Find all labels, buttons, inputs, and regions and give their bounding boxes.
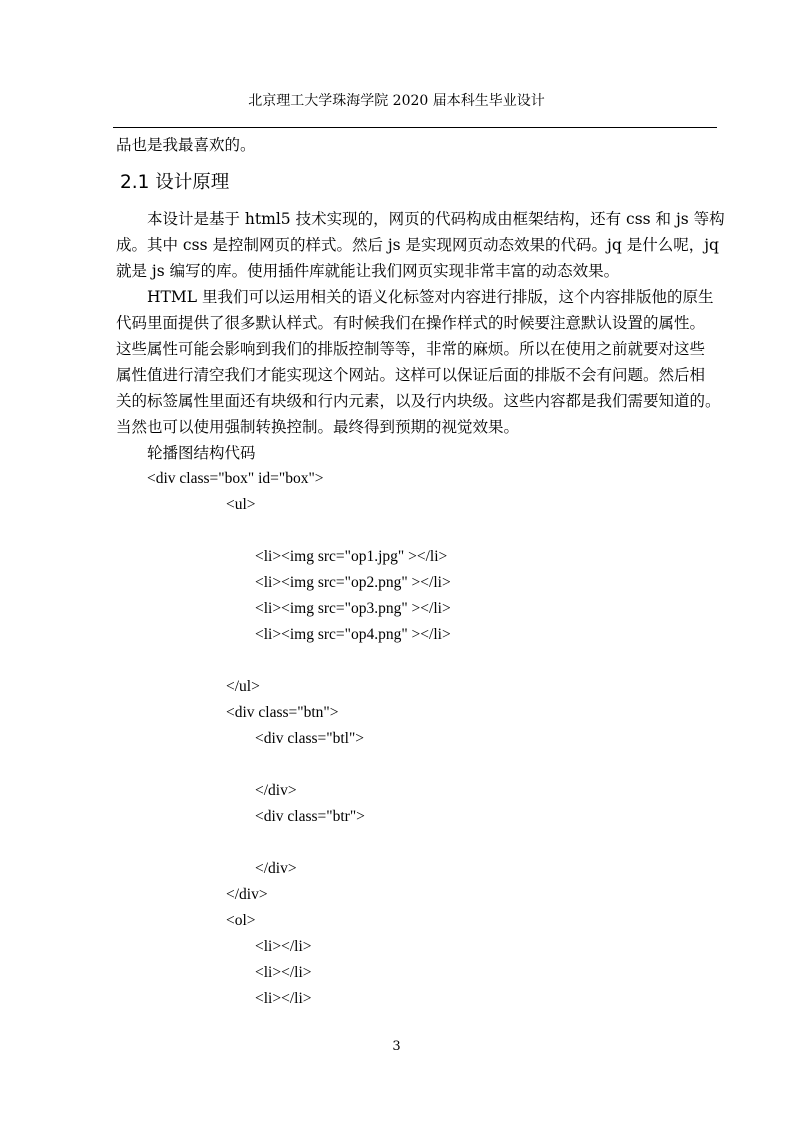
code-line: <div class="btr"> [255, 808, 365, 825]
code-line: <li><img src="op1.jpg" ></li> [255, 548, 448, 565]
code-line: <li><img src="op3.png" ></li> [255, 600, 451, 617]
code-line: <div class="btl"> [255, 730, 365, 747]
code-caption: 轮播图结构代码 [147, 444, 256, 462]
code-line: <li><img src="op4.png" ></li> [255, 626, 451, 643]
continuation-line: 品也是我最喜欢的。 [116, 136, 256, 154]
code-line: <li></li> [255, 964, 312, 981]
section-heading: 2.1 设计原理 [120, 172, 230, 193]
code-line: </div> [255, 860, 297, 877]
code-line: <ul> [226, 496, 256, 513]
paragraph-1 [116, 206, 725, 284]
paragraph-line: 代码里面提供了很多默认样式。有时候我们在操作样式的时候要注意默认设置的属性。 [116, 314, 706, 332]
code-listing [116, 466, 722, 1012]
paragraph-line: 成。其中 css 是控制网页的样式。然后 js 是实现网页动态效果的代码。jq 是什么呢，jq [116, 236, 719, 254]
code-line: <div class="box" id="box"> [147, 470, 324, 487]
code-line: <li><img src="op2.png" ></li> [255, 574, 451, 591]
page-number: 3 [392, 1039, 401, 1054]
code-line: </div> [226, 886, 268, 903]
code-blank-line [116, 518, 722, 544]
paragraph-line: 本设计是基于 html5 技术实现的，网页的代码构成由框架结构，还有 css 和 js 等构 [147, 210, 725, 228]
paragraph-line: 就是 js 编写的库。使用插件库就能让我们网页实现非常丰富的动态效果。 [116, 262, 620, 280]
paragraph-line: 关的标签属性里面还有块级和行内元素，以及行内块级。这些内容都是我们需要知道的。 [116, 392, 721, 410]
paragraph-line: HTML 里我们可以运用相关的语义化标签对内容进行排版，这个内容排版他的原生 [147, 288, 714, 306]
code-blank-line [116, 830, 722, 856]
document-body [116, 132, 725, 1012]
page-header: 北京理工大学珠海学院 2020 届本科生毕业设计 [248, 93, 545, 109]
paragraph-line: 这些属性可能会影响到我们的排版控制等等，非常的麻烦。所以在使用之前就要对这些 [116, 340, 706, 358]
paragraph-2 [116, 284, 722, 440]
code-line: <li></li> [255, 990, 312, 1007]
code-line: </ul> [226, 678, 260, 695]
code-line: <div class="btn"> [226, 704, 339, 721]
paragraph-line: 当然也可以使用强制转换控制。最终得到预期的视觉效果。 [116, 418, 520, 436]
paragraph-line: 属性值进行清空我们才能实现这个网站。这样可以保证后面的排版不会有问题。然后相 [116, 366, 706, 384]
header-divider [113, 127, 717, 128]
code-line: <ol> [226, 912, 256, 929]
code-line: </div> [255, 782, 297, 799]
code-blank-line [116, 648, 722, 674]
code-line: <li></li> [255, 938, 312, 955]
code-blank-line [116, 752, 722, 778]
